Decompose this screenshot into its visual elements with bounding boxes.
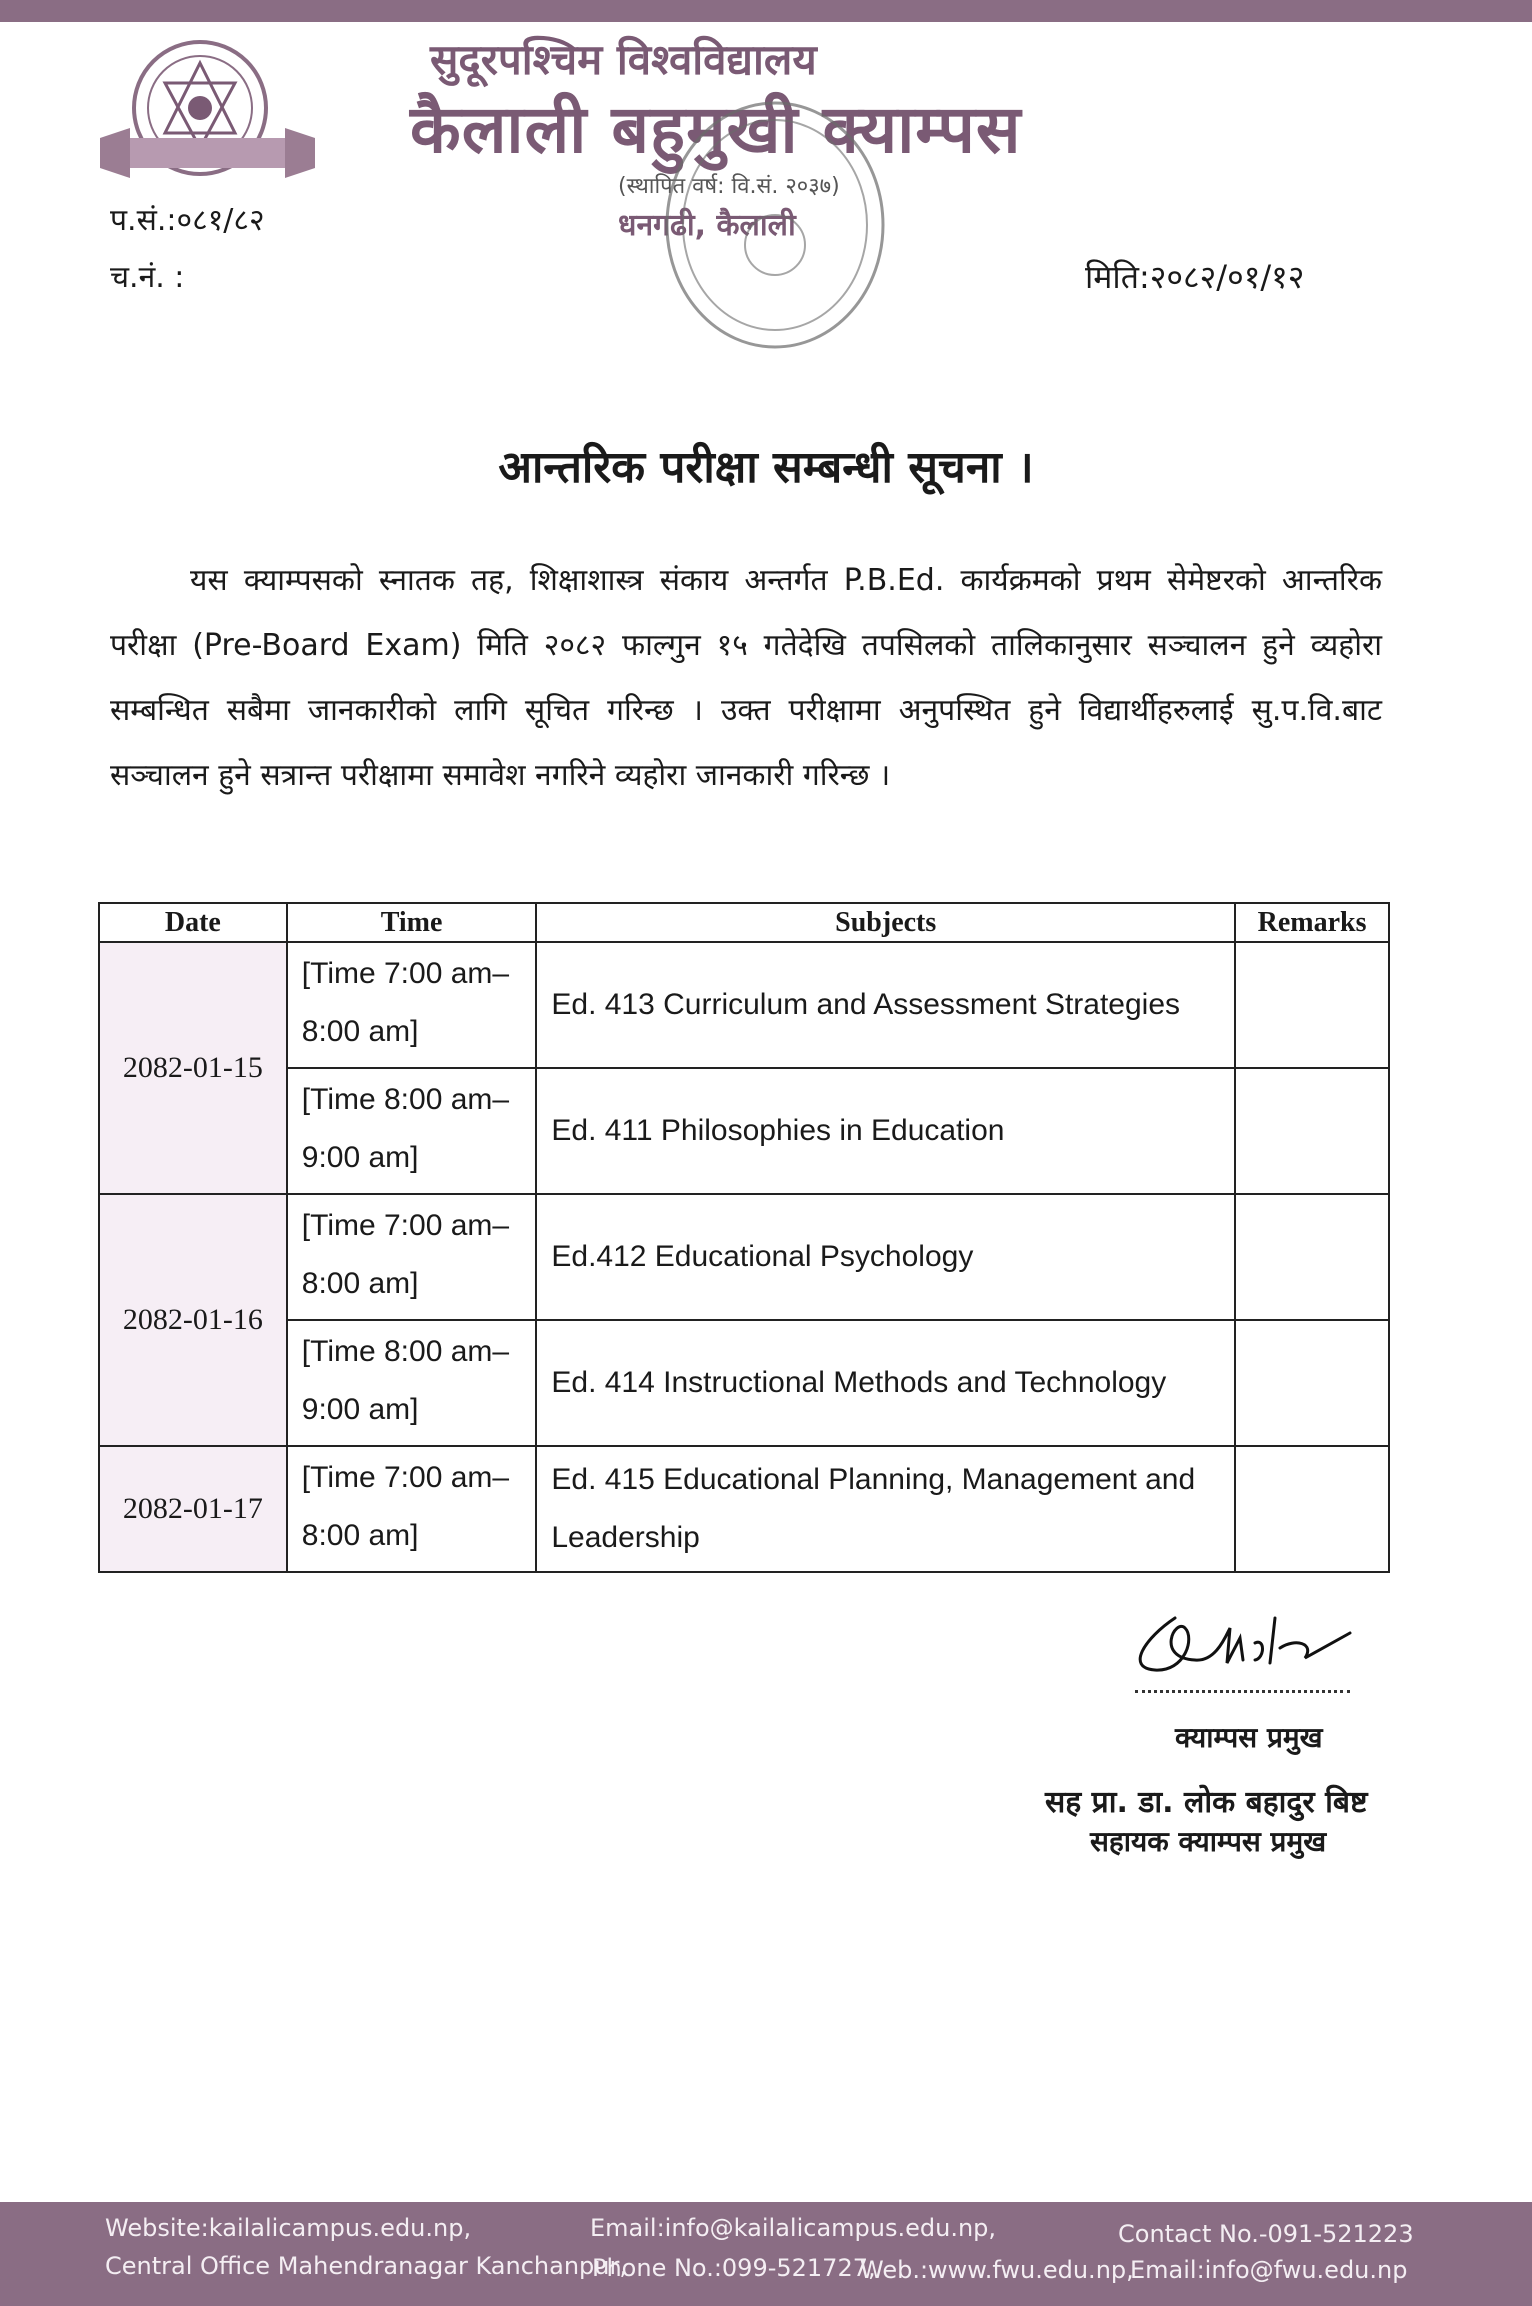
remarks-cell [1235, 1068, 1389, 1194]
notice-title: आन्तरिक परीक्षा सम्बन्धी सूचना । [498, 442, 1034, 493]
footer-central-office: Central Office Mahendranagar Kanchanpur, [105, 2252, 627, 2280]
handwritten-signature [1115, 1598, 1365, 1688]
campus-stamp [660, 95, 890, 355]
subject-cell: Ed. 414 Instructional Methods and Technology [536, 1320, 1235, 1446]
exam-schedule-table [98, 902, 1390, 1573]
time-cell: [Time 7:00 am–8:00 am] [287, 1194, 537, 1320]
footer-contact: Contact No.-091-521223 [1118, 2220, 1414, 2248]
campus-name: कैलाली बहुमुखी क्याम्पस [410, 91, 1022, 168]
header-subjects: Subjects [536, 903, 1235, 942]
header-date: Date [99, 903, 287, 942]
subject-cell: Ed. 411 Philosophies in Education [536, 1068, 1235, 1194]
subject-cell: Ed. 415 Educational Planning, Management and Leadership [536, 1446, 1235, 1572]
date-cell: 2082-01-16 [99, 1194, 287, 1446]
footer-web: Web.:www.fwu.edu.np, [860, 2256, 1134, 2284]
remarks-cell [1235, 1446, 1389, 1572]
footer-fwu-email: Email:info@fwu.edu.np [1130, 2256, 1408, 2284]
notice-paragraph: यस क्याम्पसको स्नातक तह, शिक्षाशास्त्र संकाय अन्तर्गत P.B.Ed. कार्यक्रमको प्रथम सेमेष्टरको आन्तरिक परीक्षा (Pre-Board Exam) मिति २०८२ फाल्गुन १५ गतेदेखि तपसिलको तालिकानुसार सञ्चालन हुने व्यहोरा सम्बन्धित सबैमा जानकारीको लागि सूचित गरिन्छ । उक्त परीक्षामा अनुपस्थित हुने विद्यार्थीहरुलाई सु.प.वि.बाट सञ्चालन हुने सत्रान्त परीक्षामा समावेश नगरिने व्यहोरा जानकारी गरिन्छ । [110, 563, 1382, 793]
signature-line [1135, 1690, 1350, 1693]
subject-cell: Ed.412 Educational Psychology [536, 1194, 1235, 1320]
signer-title: सहायक क्याम्पस प्रमुख [1090, 1825, 1327, 1858]
footer-website: Website:kailalicampus.edu.np, [105, 2214, 472, 2242]
footer-email: Email:info@kailalicampus.edu.np, [590, 2214, 997, 2242]
footer-phone: Phone No.:099-521727, [592, 2254, 876, 2282]
header-time: Time [287, 903, 537, 942]
notice-body [110, 548, 1382, 808]
footer [0, 2202, 1532, 2306]
header-remarks: Remarks [1235, 903, 1389, 942]
established-year: (स्थापित वर्ष: वि.सं. २०३७) [618, 174, 840, 199]
date-cell: 2082-01-15 [99, 942, 287, 1194]
top-border-bar [0, 0, 1532, 22]
subject-cell: Ed. 413 Curriculum and Assessment Strategies [536, 942, 1235, 1068]
time-cell: [Time 8:00 am–9:00 am] [287, 1320, 537, 1446]
university-logo [100, 38, 315, 208]
time-cell: [Time 7:00 am–8:00 am] [287, 1446, 537, 1572]
table-row [99, 1068, 1389, 1194]
campus-location: धनगढी, कैलाली [618, 208, 796, 243]
university-name: सुदूरपश्चिम विश्वविद्यालय [430, 35, 817, 84]
table-row [99, 942, 1389, 1068]
remarks-cell [1235, 1194, 1389, 1320]
date-cell: 2082-01-17 [99, 1446, 287, 1572]
remarks-cell [1235, 942, 1389, 1068]
dispatch-number: च.नं. : [110, 260, 185, 295]
time-cell: [Time 8:00 am–9:00 am] [287, 1068, 537, 1194]
table-row [99, 1446, 1389, 1572]
reference-number: प.सं.:०८१/८२ [110, 203, 265, 238]
letter-date: मिति:२०८२/०१/१२ [1085, 258, 1305, 296]
signer-name: सह प्रा. डा. लोक बहादुर बिष्ट [1045, 1785, 1368, 1820]
remarks-cell [1235, 1320, 1389, 1446]
table-row [99, 1320, 1389, 1446]
time-cell: [Time 7:00 am–8:00 am] [287, 942, 537, 1068]
table-row [99, 1194, 1389, 1320]
signatory-role: क्याम्पस प्रमुख [1175, 1721, 1323, 1754]
table-header-row [99, 903, 1389, 942]
